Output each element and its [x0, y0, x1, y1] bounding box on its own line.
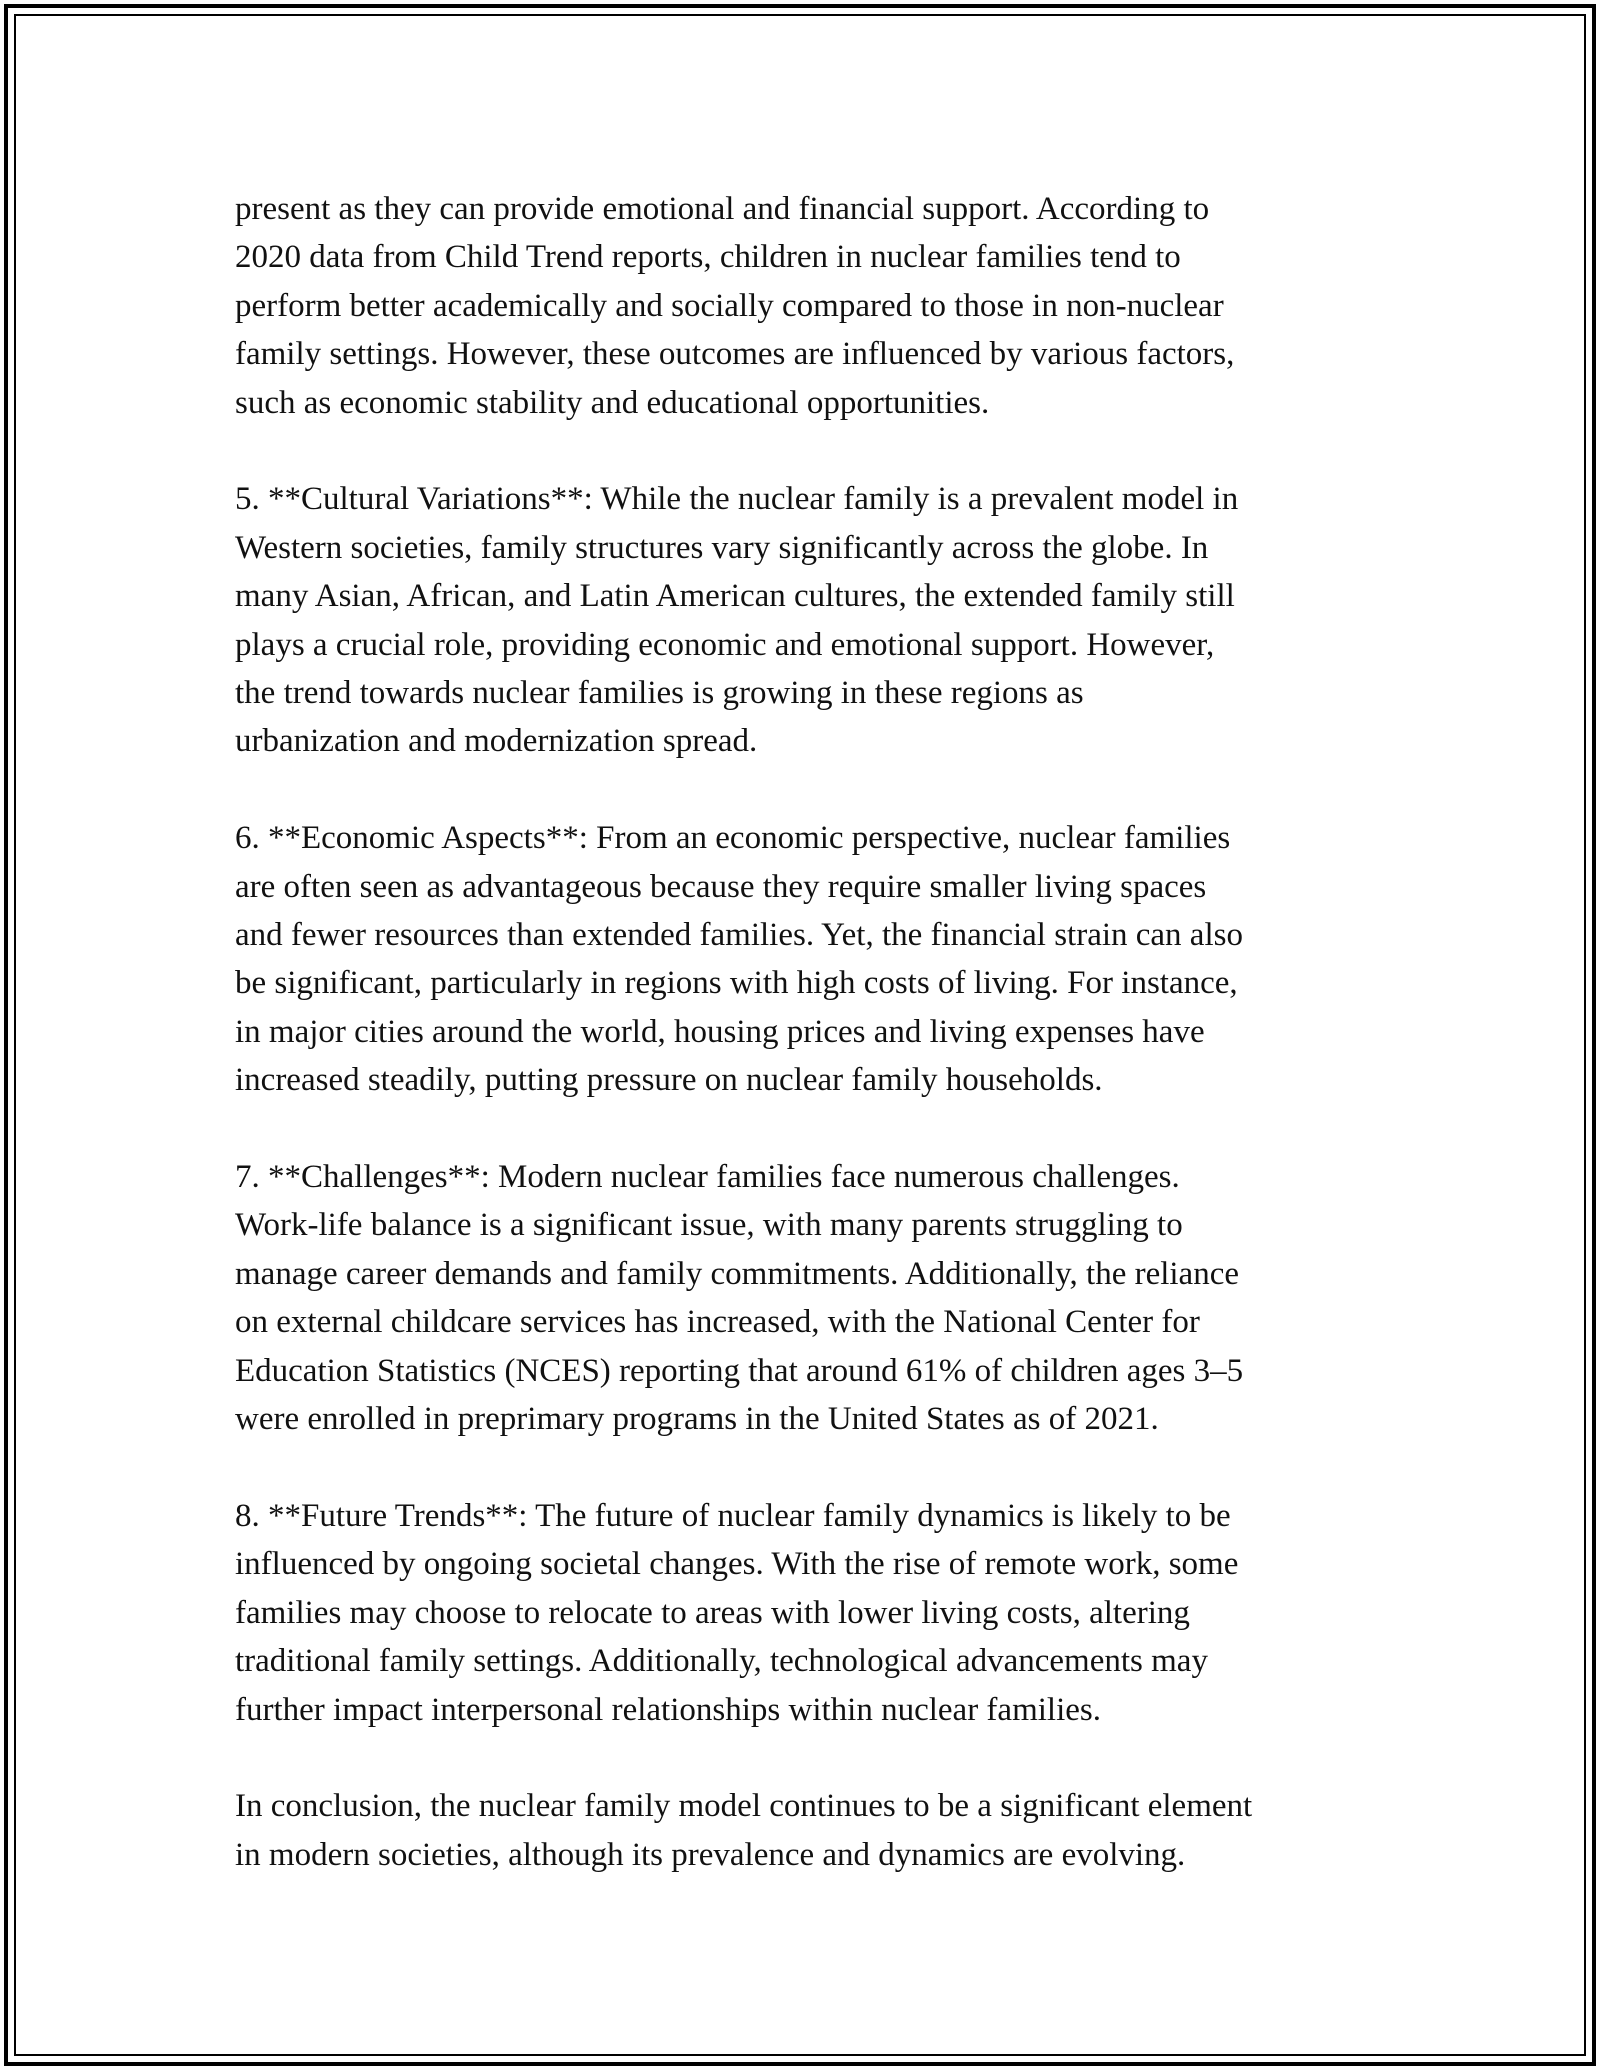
paragraph-economic-aspects: 6. **Economic Aspects**: From an economic perspective, nuclear families are often seen as advantageous because they require smaller living spaces and fewer resources than extended families. Yet, the financial strain can also be significant, particularly in regions with high costs of living. For instance, in major cities around the world, housing prices and living expenses have increased steadily, putting pressure on nuclear family households.	[235, 820, 1243, 1099]
paragraph-conclusion: In conclusion, the nuclear family model continues to be a significant element in modern societies, although its prevalence and dynamics are evolving.	[235, 1788, 1253, 1873]
paragraph-future-trends: 8. **Future Trends**: The future of nuclear family dynamics is likely to be influenced by ongoing societal changes. With the rise of remote work, some families may choose to relocate to areas with lower living costs, altering traditional family settings. Additionally, technological advancements may further impact interpersonal relationships within nuclear families.	[235, 1497, 1239, 1728]
document-body	[235, 185, 1385, 1879]
paragraph-challenges: 7. **Challenges**: Modern nuclear families face numerous challenges. Work-life balance is a significant issue, with many parents struggling to manage career demands and family commitments. Additionally, the reliance on external childcare services has increased, with the National Center for Education Statistics (NCES) reporting that around 61% of children ages 3–5 were enrolled in preprimary programs in the United States as of 2021.	[235, 1159, 1244, 1438]
paragraph-cultural-variations: 5. **Cultural Variations**: While the nuclear family is a prevalent model in Western societies, family structures vary significantly across the globe. In many Asian, African, and Latin American cultures, the extended family still plays a crucial role, providing economic and emotional support. However, the trend towards nuclear families is growing in these regions as urbanization and modernization spread.	[235, 481, 1239, 760]
paragraph-continuation: present as they can provide emotional and financial support. According to 2020 data from Child Trend reports, children in nuclear families tend to perform better academically and socially compared to those in non-nuclear family settings. However, these outcomes are influenced by various factors, such as economic stability and educational opportunities.	[235, 191, 1235, 421]
